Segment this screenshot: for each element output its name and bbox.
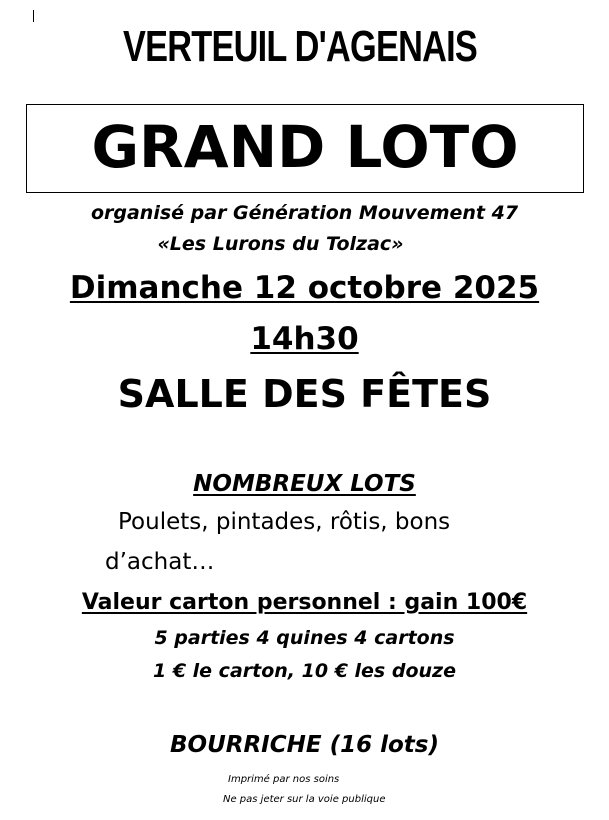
village-title: VERTEUIL D'AGENAIS <box>123 22 477 71</box>
card-value-line: Valeur carton personnel : gain 100€ <box>81 590 528 615</box>
lots-heading: NOMBREUX LOTS <box>193 471 416 497</box>
event-date: Dimanche 12 octobre 2025 <box>69 270 540 306</box>
raffle-line: BOURRICHE (16 lots) <box>170 732 439 758</box>
event-time: 14h30 <box>250 321 359 357</box>
text-cursor <box>33 10 34 22</box>
litter-notice: Ne pas jeter sur la voie publique <box>223 794 386 805</box>
prizes-line-2: d’achat… <box>105 549 215 575</box>
event-venue: SALLE DES FÊTES <box>117 372 492 416</box>
organiser-line: organisé par Génération Mouvement 47 <box>90 202 519 224</box>
group-name: «Les Lurons du Tolzac» <box>157 233 404 255</box>
event-title: GRAND LOTO <box>91 113 519 181</box>
prizes-line-1: Poulets, pintades, rôtis, bons <box>118 509 451 535</box>
price-line: 1 € le carton, 10 € les douze <box>153 660 456 682</box>
printed-by-note: Imprimé par nos soins <box>228 774 340 785</box>
games-line: 5 parties 4 quines 4 cartons <box>154 627 455 649</box>
